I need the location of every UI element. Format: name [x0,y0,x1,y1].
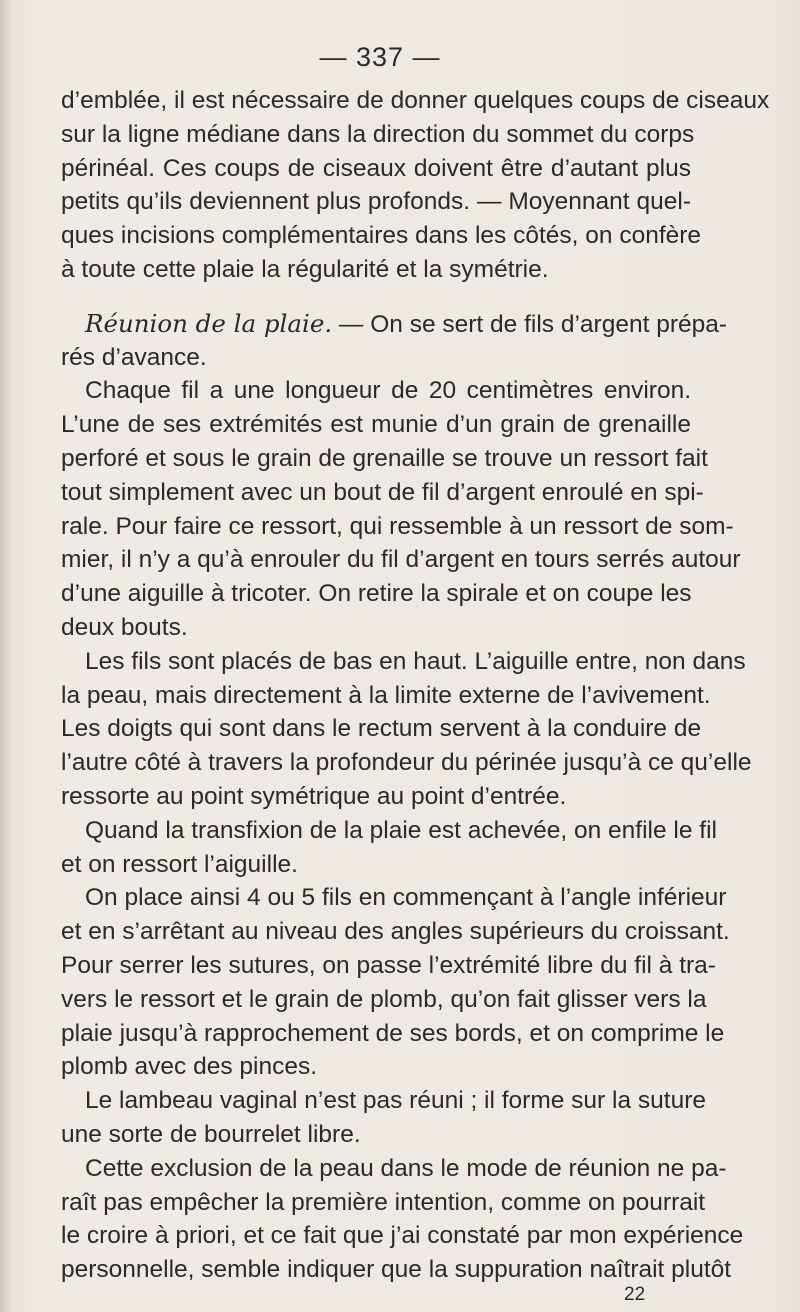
text-line: L’une de ses extrémités est munie d’un grain de grenaille [61,411,691,439]
text-line: d’une aiguille à tricoter. On retire la spirale et on coupe les [61,580,692,608]
text-line: le croire à priori, et ce fait que j’ai constaté par mon expérience [61,1222,744,1250]
text-line: Pour serrer les sutures, on passe l’extrémité libre du fil à tra- [61,951,716,979]
text-line: périnéal. Ces coups de ciseaux doivent être d’autant plus [61,154,691,182]
page-gutter [0,0,10,1312]
text-line: raît pas empêcher la première intention, comme on pourrait [61,1188,706,1216]
text-line: petits qu’ils deviennent plus profonds. — Moyennant quel- [61,188,691,216]
body-text [61,84,770,1287]
text-line: perforé et sous le grain de grenaille se trouve un ressort fait [61,444,708,472]
text-line: personnelle, semble indiquer que la suppuration naîtrait plutôt [61,1256,732,1284]
text-line: rés d’avance. [61,343,207,371]
section-heading: Réunion de la plaie. [85,308,333,338]
text-line: Les doigts qui sont dans le rectum servent à la conduire de [61,715,702,743]
text-line: ressorte au point symétrique au point d’entrée. [61,782,567,810]
text-line: l’autre côté à travers la profondeur du périnée jusqu’à ce qu’elle [61,749,752,777]
signature-mark: 22 [624,1284,646,1305]
text-line: Les fils sont placés de bas en haut. L’aiguille entre, non dans [85,647,746,675]
text-line: et on ressort l’aiguille. [61,850,298,878]
text-line: plomb avec des pinces. [61,1053,318,1081]
text-line: et en s’arrêtant au niveau des angles supérieurs du croissant. [61,918,730,946]
text-line: Cette exclusion de la peau dans le mode de réunion ne pa- [85,1154,727,1182]
text-line: Chaque fil a une longueur de 20 centimètres environ. [85,377,691,405]
text-line: mier, il n’y a qu’à enrouler du fil d’argent en tours serrés autour [61,546,741,574]
text-line: vers le ressort et le grain de plomb, qu’on fait glisser vers la [61,985,707,1013]
text-line: rale. Pour faire ce ressort, qui ressemble à un ressort de som- [61,512,734,540]
heading-continuation: — On se sert de fils d’argent prépa- [332,310,728,338]
text-line: tout simplement avec un bout de fil d’argent enroulé en spi- [61,478,704,506]
text-line: la peau, mais directement à la limite externe de l’avivement. [61,681,711,709]
text-line: deux bouts. [61,613,188,641]
text-line: à toute cette plaie la régularité et la symétrie. [61,255,549,283]
text-line: ques incisions complémentaires dans les côtés, on confère [61,222,702,250]
page-number: — 337 — [319,42,441,72]
text-line: une sorte de bourrelet libre. [61,1120,361,1148]
text-line: Quand la transfixion de la plaie est achevée, on enfile le fil [85,816,717,844]
text-line: sur la ligne médiane dans la direction du sommet du corps [61,120,695,148]
text-line: plaie jusqu’à rapprochement de ses bords, et on comprime le [61,1019,725,1047]
text-line: Le lambeau vaginal n’est pas réuni ; il forme sur la suture [85,1087,706,1115]
text-line: d’emblée, il est nécessaire de donner quelques coups de ciseaux [61,87,770,114]
section-gap [61,287,691,307]
text-line: On place ainsi 4 ou 5 fils en commençant à l’angle inférieur [85,884,727,912]
section-heading-line [61,307,728,341]
